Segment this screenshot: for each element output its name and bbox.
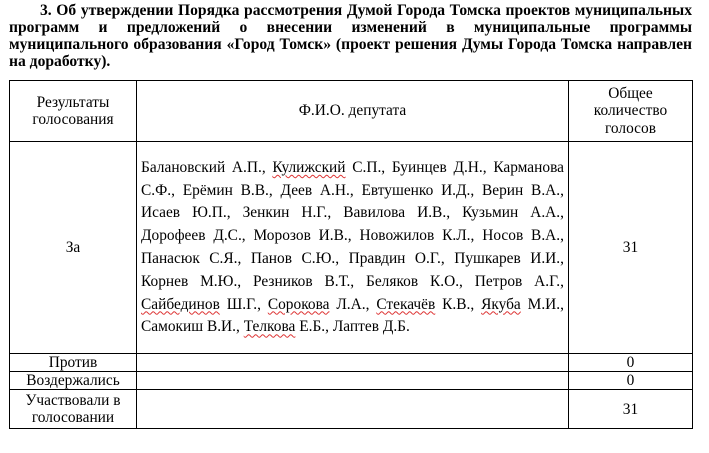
deputy-name: Карманова С.Ф. xyxy=(141,158,564,199)
spellcheck-flagged-surname: Сорокова xyxy=(267,295,330,313)
row-label-abstained: Воздержались xyxy=(10,372,137,390)
deputy-name: Кулижский С.П. xyxy=(272,158,382,176)
deputy-name: Буинцев Д.Н. xyxy=(391,158,483,176)
deputy-name: Исаев Ю.П. xyxy=(141,204,227,222)
deputy-name: Якуба М.И. xyxy=(481,295,561,313)
spellcheck-flagged-surname: Якуба xyxy=(481,295,521,313)
deputy-name: Носов В.А. xyxy=(482,227,561,245)
deputy-name: Кузьмин А.А. xyxy=(462,204,561,222)
deputy-name: Беляков К.О. xyxy=(366,272,460,290)
deputy-name: Верин В.А. xyxy=(482,181,561,199)
table-header-row xyxy=(10,81,693,142)
table-row-for xyxy=(10,142,693,354)
deputies-abstained xyxy=(137,372,569,390)
deputy-name: Пушкарев И.И. xyxy=(454,250,561,267)
table-row-participated xyxy=(10,390,693,429)
voting-results-table xyxy=(9,80,693,429)
deputies-against xyxy=(137,354,569,372)
deputy-name: Балановский А.П. xyxy=(141,158,262,176)
deputy-name: Панов С.Ю. xyxy=(250,250,336,267)
deputy-name: Панасюк С.Я. xyxy=(141,250,238,267)
deputy-name: Резников В.Т. xyxy=(253,272,351,290)
deputy-name: Правдин О.Г. xyxy=(348,250,441,267)
item-heading: 3. Об утверждении Порядка рассмотрения Думой Города Томска проектов муниципальных программ и предложений о внесении изменений в муниципальные программы муниципального образования «Город Томск» (проект решения Думы Города Томска направлен на доработку). xyxy=(9,2,692,70)
deputy-name: Сорокова Л.А. xyxy=(267,295,366,313)
spellcheck-flagged-surname: Телкова xyxy=(243,318,296,336)
deputy-name: Вавилова И.В. xyxy=(343,204,447,222)
deputy-name: Телкова Е.Б. xyxy=(243,318,326,336)
deputy-name: Ерёмин В.В. xyxy=(182,181,269,199)
count-participated: 31 xyxy=(569,390,693,429)
row-label-against: Против xyxy=(10,354,137,372)
header-deputy-name: Ф.И.О. депутата xyxy=(137,81,569,142)
deputies-participated xyxy=(137,390,569,429)
row-label-for: За xyxy=(10,142,137,354)
spellcheck-flagged-surname: Кулижский xyxy=(272,158,346,176)
deputy-name: Стекачёв К.В. xyxy=(376,295,471,313)
spellcheck-flagged-surname: Стекачёв xyxy=(376,295,436,313)
table-row-abstained xyxy=(10,372,693,390)
count-against: 0 xyxy=(569,354,693,372)
deputy-name: Евтушенко И.Д. xyxy=(361,181,471,199)
header-total-votes: Общее количество голосов xyxy=(569,81,693,142)
deputy-name: Самокиш В.И. xyxy=(141,318,237,336)
header-voting-results: Результаты голосования xyxy=(10,81,137,142)
deputy-name: Корнев М.Ю. xyxy=(141,272,238,290)
table-row-against xyxy=(10,354,693,372)
row-label-participated: Участвовали в голосовании xyxy=(10,390,137,429)
count-for: 31 xyxy=(569,142,693,354)
spellcheck-flagged-surname: Сайбединов xyxy=(141,295,220,313)
deputy-name: Морозов И.В. xyxy=(253,227,348,245)
deputy-name: Петров А.Г. xyxy=(474,272,561,290)
deputy-name: Деев А.Н. xyxy=(280,181,350,199)
deputy-name: Зенкин Н.Г. xyxy=(242,204,328,222)
deputy-name: Новожилов К.Л. xyxy=(359,227,471,245)
count-abstained: 0 xyxy=(569,372,693,390)
deputy-name: Дорофеев Д.С. xyxy=(141,227,242,245)
deputy-name: Лаптев Д.Б. xyxy=(332,318,410,336)
deputy-list: Балановский А.П., Кулижский С.П., Буинцев Д.Н., Карманова С.Ф., Ерёмин В.В., Деев А.Н., Евтушенко И.Д., Верин В.А., Исаев Ю.П., Зенкин Н.Г., Вавилова И.В., Кузьмин А.А., Дорофеев Д.С., Морозов И.В., Новожилов К.Л., Носов В.А., Панасюк С.Я., Панов С.Ю., Правдин О.Г., Пушкарев И.И., Корнев М.Ю., Резников В.Т., Беляков К.О., Петров А.Г., Сайбединов Ш.Г., Сорокова Л.А., Стекачёв К.В., Якуба М.И., Самокиш В.И., Телкова Е.Б., Лаптев Д.Б. xyxy=(137,142,569,354)
deputy-name: Сайбединов Ш.Г. xyxy=(141,295,258,313)
